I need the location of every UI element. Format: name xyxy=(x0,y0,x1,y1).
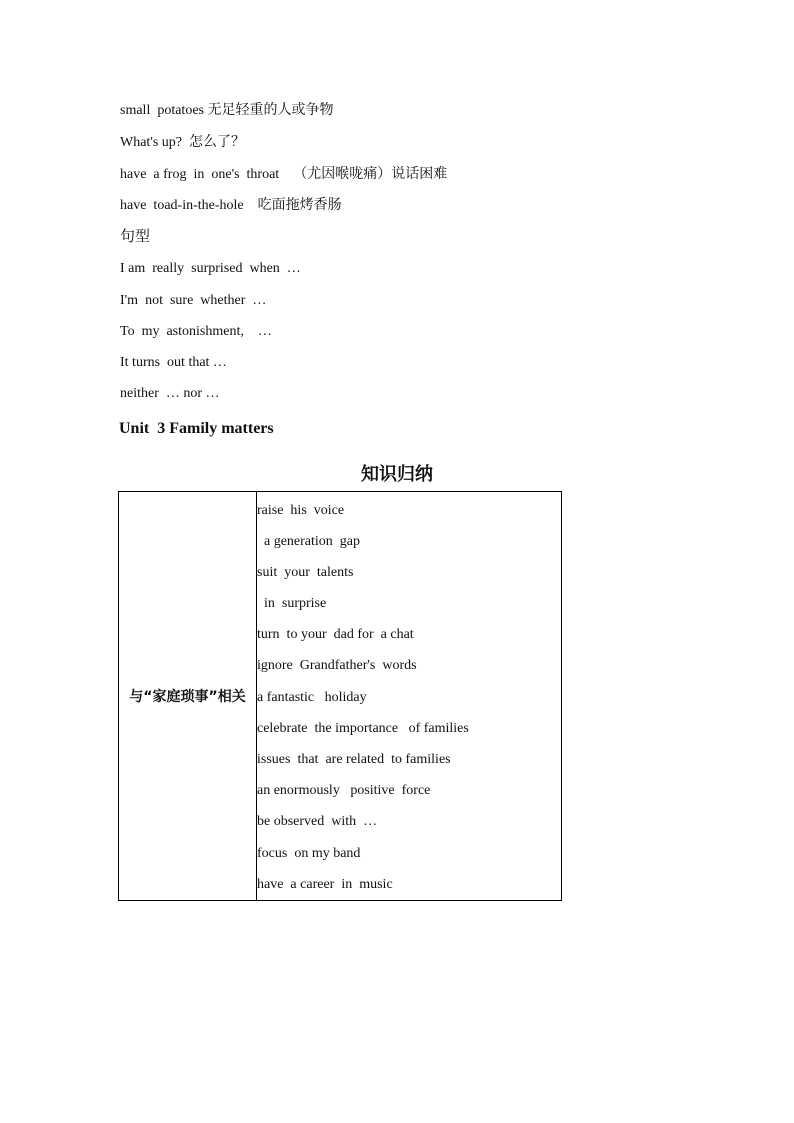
table-row: raise his voice xyxy=(257,503,345,518)
table-row: be observed with … xyxy=(257,814,378,829)
pattern-surprised-when: I am really surprised when … xyxy=(120,261,301,276)
unit-title: Unit 3 Family matters xyxy=(119,420,274,437)
table-row: a fantastic holiday xyxy=(257,690,367,705)
phrase-frog-in-throat: have a frog in one's throat （尤因喉咙痛）说话困难 xyxy=(120,167,448,182)
table-row: an enormously positive force xyxy=(257,783,431,798)
table-row: ignore Grandfather's words xyxy=(257,658,417,673)
table-row: focus on my band xyxy=(257,846,361,861)
table-row: have a career in music xyxy=(257,877,393,892)
phrase-toad-in-the-hole: have toad-in-the-hole 吃面拖烤香肠 xyxy=(120,198,342,213)
pattern-it-turns-out: It turns out that … xyxy=(120,355,227,370)
table-row: in surprise xyxy=(257,596,327,611)
pattern-neither-nor: neither … nor … xyxy=(120,386,220,401)
sentence-patterns-heading: 句型 xyxy=(120,229,151,245)
knowledge-summary-heading: 知识归纳 xyxy=(361,464,433,485)
table-row: issues that are related to families xyxy=(257,752,451,767)
table-row: a generation gap xyxy=(257,534,361,549)
phrase-small-potatoes: small potatoes 无足轻重的人或争物 xyxy=(120,103,334,118)
table-category-cell: 与“家庭琐事”相关 xyxy=(129,689,246,705)
table-row: turn to your dad for a chat xyxy=(257,627,414,642)
pattern-to-my-astonishment: To my astonishment, … xyxy=(120,324,272,339)
pattern-not-sure-whether: I'm not sure whether … xyxy=(120,293,267,308)
table-row: celebrate the importance of families xyxy=(257,721,469,736)
phrase-whats-up: What's up? 怎么了？ xyxy=(120,135,246,150)
vocabulary-table xyxy=(118,491,562,901)
table-row: suit your talents xyxy=(257,565,354,580)
